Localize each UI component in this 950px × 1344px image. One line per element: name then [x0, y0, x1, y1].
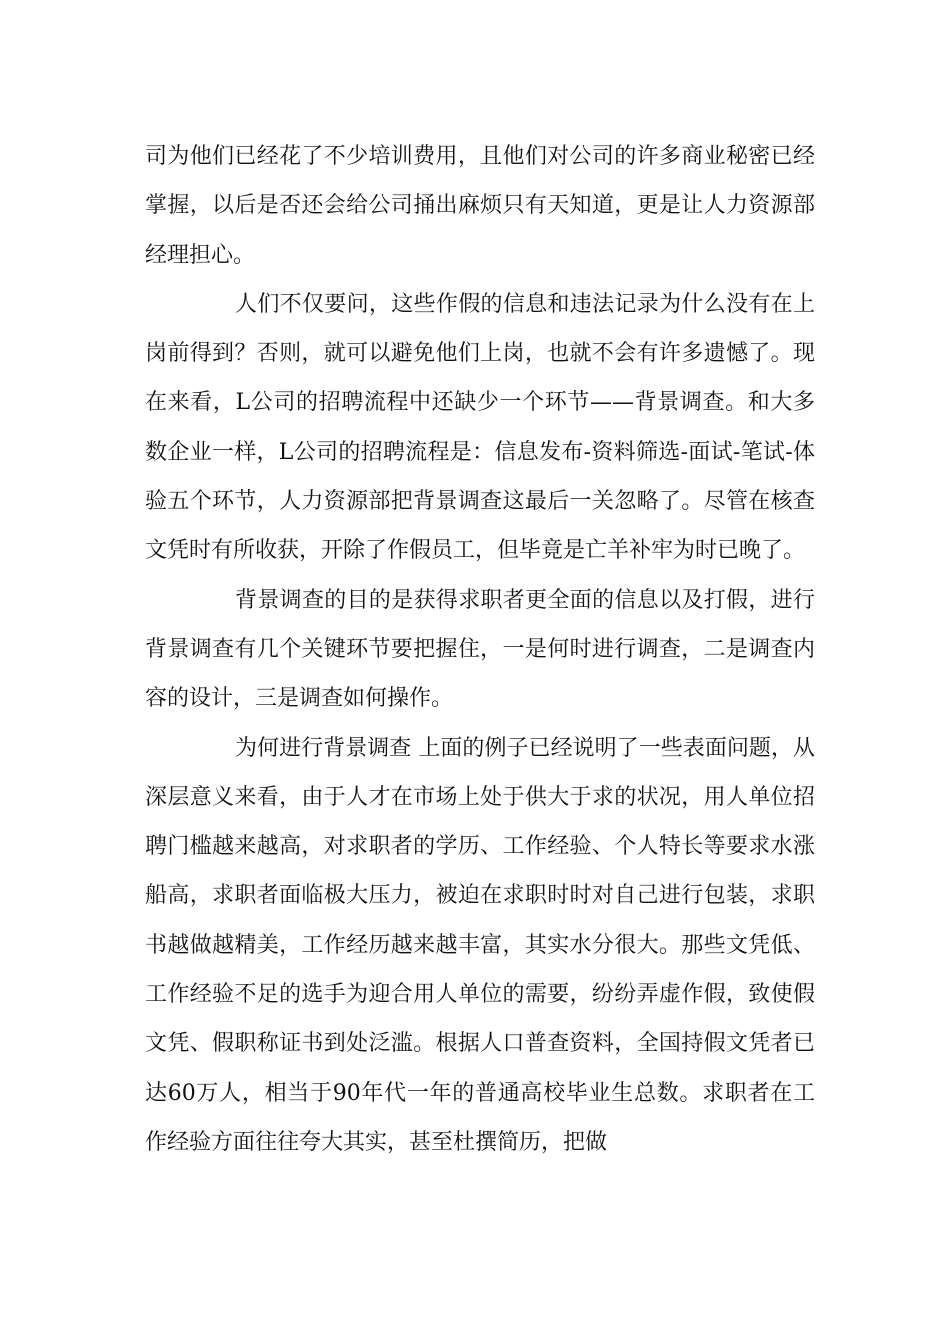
paragraph-background-check-missing: 人们不仅要问，这些作假的信息和违法记录为什么没有在上岗前得到？否则，就可以避免他们上岗，也就不会有许多遗憾了。现在来看，L公司的招聘流程中还缺少一个环节——背景调查。和大多数企业一样，L公司的招聘流程是：信息发布-资料筛选-面试-笔试-体验五个环节，人力资源部把背景调查这最后一关忽略了。尽管在核查文凭时有所收获，开除了作假员工，但毕竟是亡羊补牢为时已晚了。	[145, 291, 815, 564]
paragraph-background-check-purpose: 背景调查的目的是获得求职者更全面的信息以及打假，进行背景调查有几个关键环节要把握住，一是何时进行调查，二是调查内容的设计，三是调查如何操作。	[145, 587, 815, 712]
document-body	[145, 132, 815, 1167]
paragraph-continuation: 司为他们已经花了不少培训费用，且他们对公司的许多商业秘密已经掌握，以后是否还会给公司捅出麻烦只有天知道，更是让人力资源部经理担心。	[145, 144, 815, 268]
paragraph-why-background-check: 为何进行背景调查 上面的例子已经说明了一些表面问题，从深层意义来看，由于人才在市场上处于供大于求的状况，用人单位招聘门槛越来越高，对求职者的学历、工作经验、个人特长等要求水涨船高，求职者面临极大压力，被迫在求职时时对自己进行包装，求职书越做越精美，工作经历越来越丰富，其实水分很大。那些文凭低、工作经验不足的选手为迎合用人单位的需要，纷纷弄虚作假，致使假文凭、假职称证书到处泛滥。根据人口普查资料，全国持假文凭者已达60万人，相当于90年代一年的普通高校毕业生总数。求职者在工作经验方面往往夸大其实，甚至杜撰简历，把做	[145, 735, 815, 1155]
